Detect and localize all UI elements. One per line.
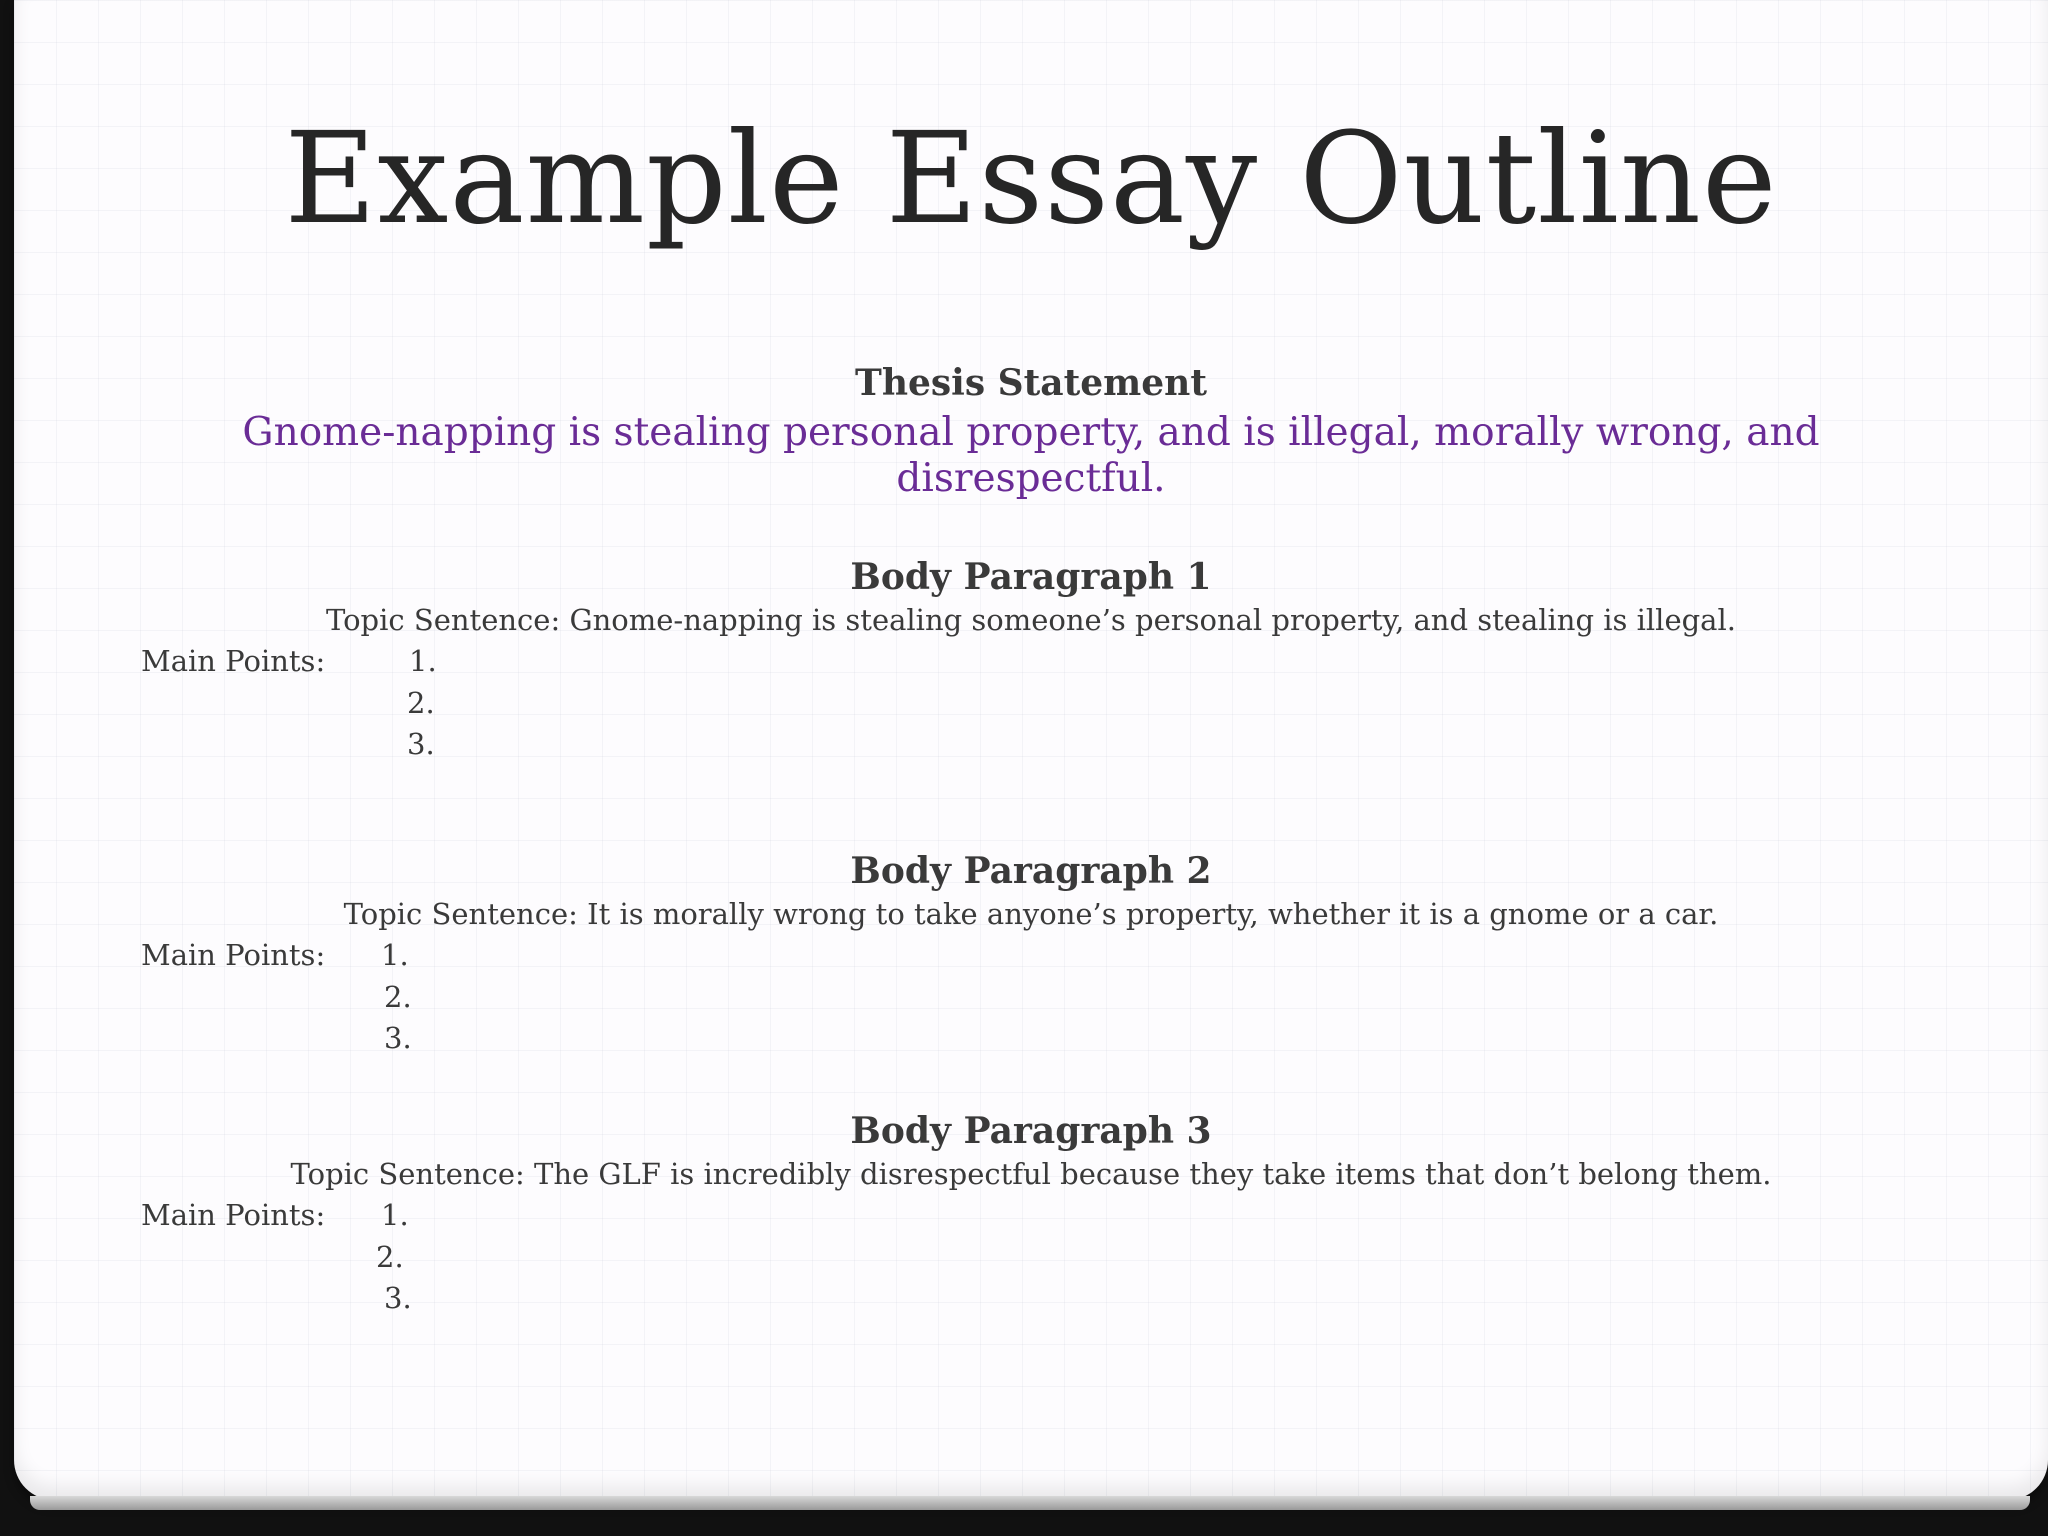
body-paragraph-1-point-1: 1.: [409, 644, 437, 678]
body-paragraph-1-main-points-label: Main Points:: [141, 644, 326, 678]
thesis-heading: Thesis Statement: [855, 362, 1207, 404]
body-paragraph-3-point-3: 3.: [384, 1281, 412, 1315]
slide: [14, 0, 2048, 1500]
body-paragraph-2-topic: Topic Sentence: It is morally wrong to take anyone’s property, whether it is a gnome or a car.: [343, 897, 1719, 931]
body-paragraph-3-topic: Topic Sentence: The GLF is incredibly disrespectful because they take items that don’t belong them.: [290, 1157, 1772, 1191]
thesis-statement: [14, 410, 2048, 502]
body-paragraph-2-heading: Body Paragraph 2: [850, 850, 1212, 892]
body-paragraph-3-point-2: 2.: [376, 1240, 404, 1274]
body-paragraph-1-point-2: 2.: [407, 686, 435, 720]
body-paragraph-3-point-1: 1.: [381, 1198, 409, 1232]
body-paragraph-2-point-2: 2.: [384, 980, 412, 1014]
thesis-line-1: Gnome-napping is stealing personal property, and is illegal, morally wrong, and: [242, 410, 1820, 455]
body-paragraph-3-main-points-label: Main Points:: [141, 1198, 326, 1232]
body-paragraph-1-topic: Topic Sentence: Gnome-napping is stealing someone’s personal property, and stealing is illegal.: [326, 603, 1736, 637]
body-paragraph-3-heading: Body Paragraph 3: [850, 1110, 1212, 1152]
slide-bottom-edge: [30, 1496, 2030, 1510]
body-paragraph-2-main-points-label: Main Points:: [141, 938, 326, 972]
thesis-line-2: disrespectful.: [896, 456, 1166, 501]
body-paragraph-1-heading: Body Paragraph 1: [850, 556, 1212, 598]
slide-title: Example Essay Outline: [284, 105, 1778, 252]
body-paragraph-2-point-1: 1.: [381, 938, 409, 972]
body-paragraph-2-point-3: 3.: [384, 1021, 412, 1055]
body-paragraph-1-point-3: 3.: [407, 727, 435, 761]
